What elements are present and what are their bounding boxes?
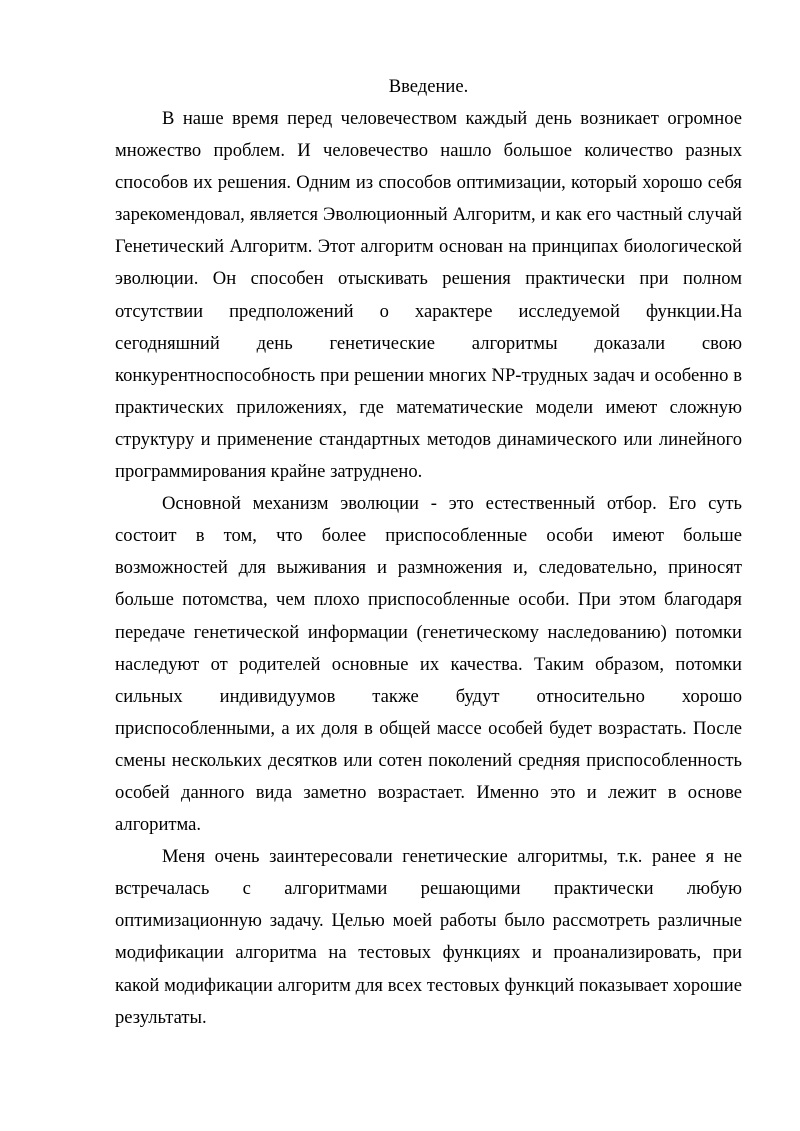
paragraph-evolution: Основной механизм эволюции - это естественный отбор. Его суть состоит в том, что более приспособленные особи имеют больше возможностей для выживания и размножения и, следовательно, приносят больше потомства, чем плохо приспособленные особи. При этом благодаря передаче генетической информации (генетическому наследованию) потомки наследуют от родителей основные их качества. Таким образом, потомки сильных индивидуумов также будут относительно хорошо приспособленными, а их доля в общей массе особей будет возрастать. После смены нескольких десятков или сотен поколений средняя приспособленность особей данного вида заметно возрастает. Именно это и лежит в основе алгоритма. — [115, 493, 742, 836]
paragraph-intro: В наше время перед человечеством каждый день возникает огромное множество проблем. И человечество нашло большое количество разных способов их решения. Одним из способов оптимизации, который хорошо себя зарекомендовал, является Эволюционный Алгоритм, и как его частный случай Генетический Алгоритм. Этот алгоритм основан на принципах биологической эволюции. Он способен отыскивать решения практически при полном отсутствии предположений о характере исследуемой функции.На сегодняшний день генетические алгоритмы доказали свою конкурентноспособность при решении многих NP-трудных задач и особенно в практических приложениях, где математические модели имеют сложную структуру и применение стандартных методов динамического или линейного программирования крайне затруднено. — [115, 108, 742, 483]
section-title: Введение. — [388, 76, 469, 97]
document-body — [115, 71, 742, 1034]
paragraph-goal: Меня очень заинтересовали генетические алгоритмы, т.к. ранее я не встречалась с алгоритмами решающими практически любую оптимизационную задачу. Целью моей работы было рассмотреть различные модификации алгоритма на тестовых функциях и проанализировать, при какой модификации алгоритм для всех тестовых функций показывает хорошие результаты. — [115, 846, 742, 1028]
